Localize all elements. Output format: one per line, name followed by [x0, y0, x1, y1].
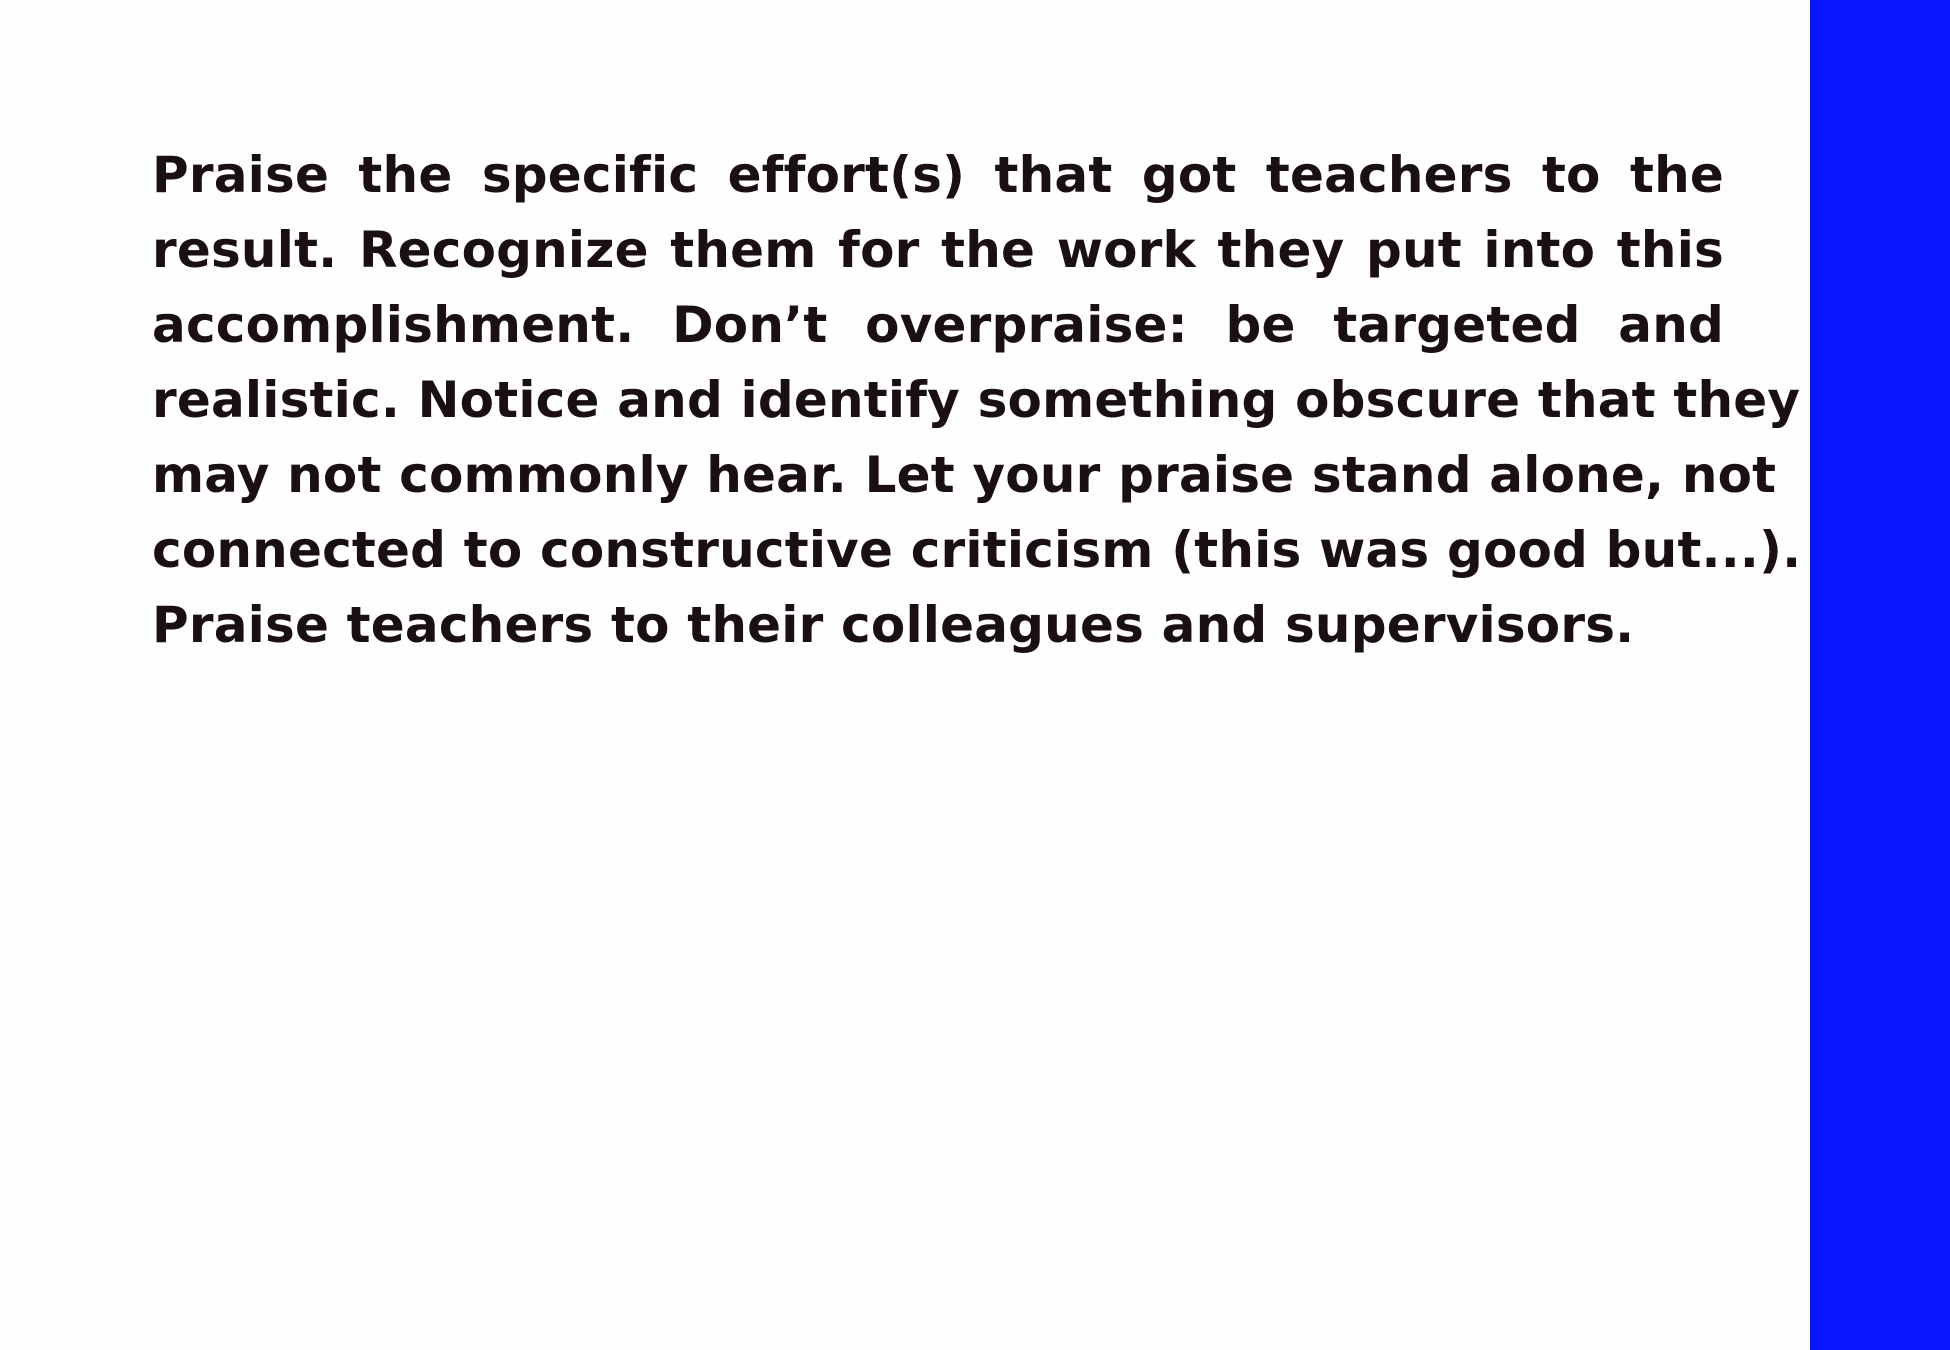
- paragraph-line: Praise teachers to their colleagues and supervisors.: [152, 596, 1635, 654]
- body-paragraph: [152, 138, 1802, 663]
- paragraph-line: result. Recognize them for the work they put into this: [152, 221, 1724, 279]
- paragraph-line: may not commonly hear. Let your praise stand alone, not: [152, 446, 1777, 504]
- paragraph-line: accomplishment. Don’t overpraise: be targeted and: [152, 296, 1724, 354]
- blue-side-band: [1810, 0, 1950, 1350]
- paragraph-line: connected to constructive criticism (this was good but...).: [152, 521, 1802, 579]
- paragraph-line: realistic. Notice and identify something obscure that they: [152, 371, 1801, 429]
- paragraph-line: Praise the specific effort(s) that got teachers to the: [152, 146, 1724, 204]
